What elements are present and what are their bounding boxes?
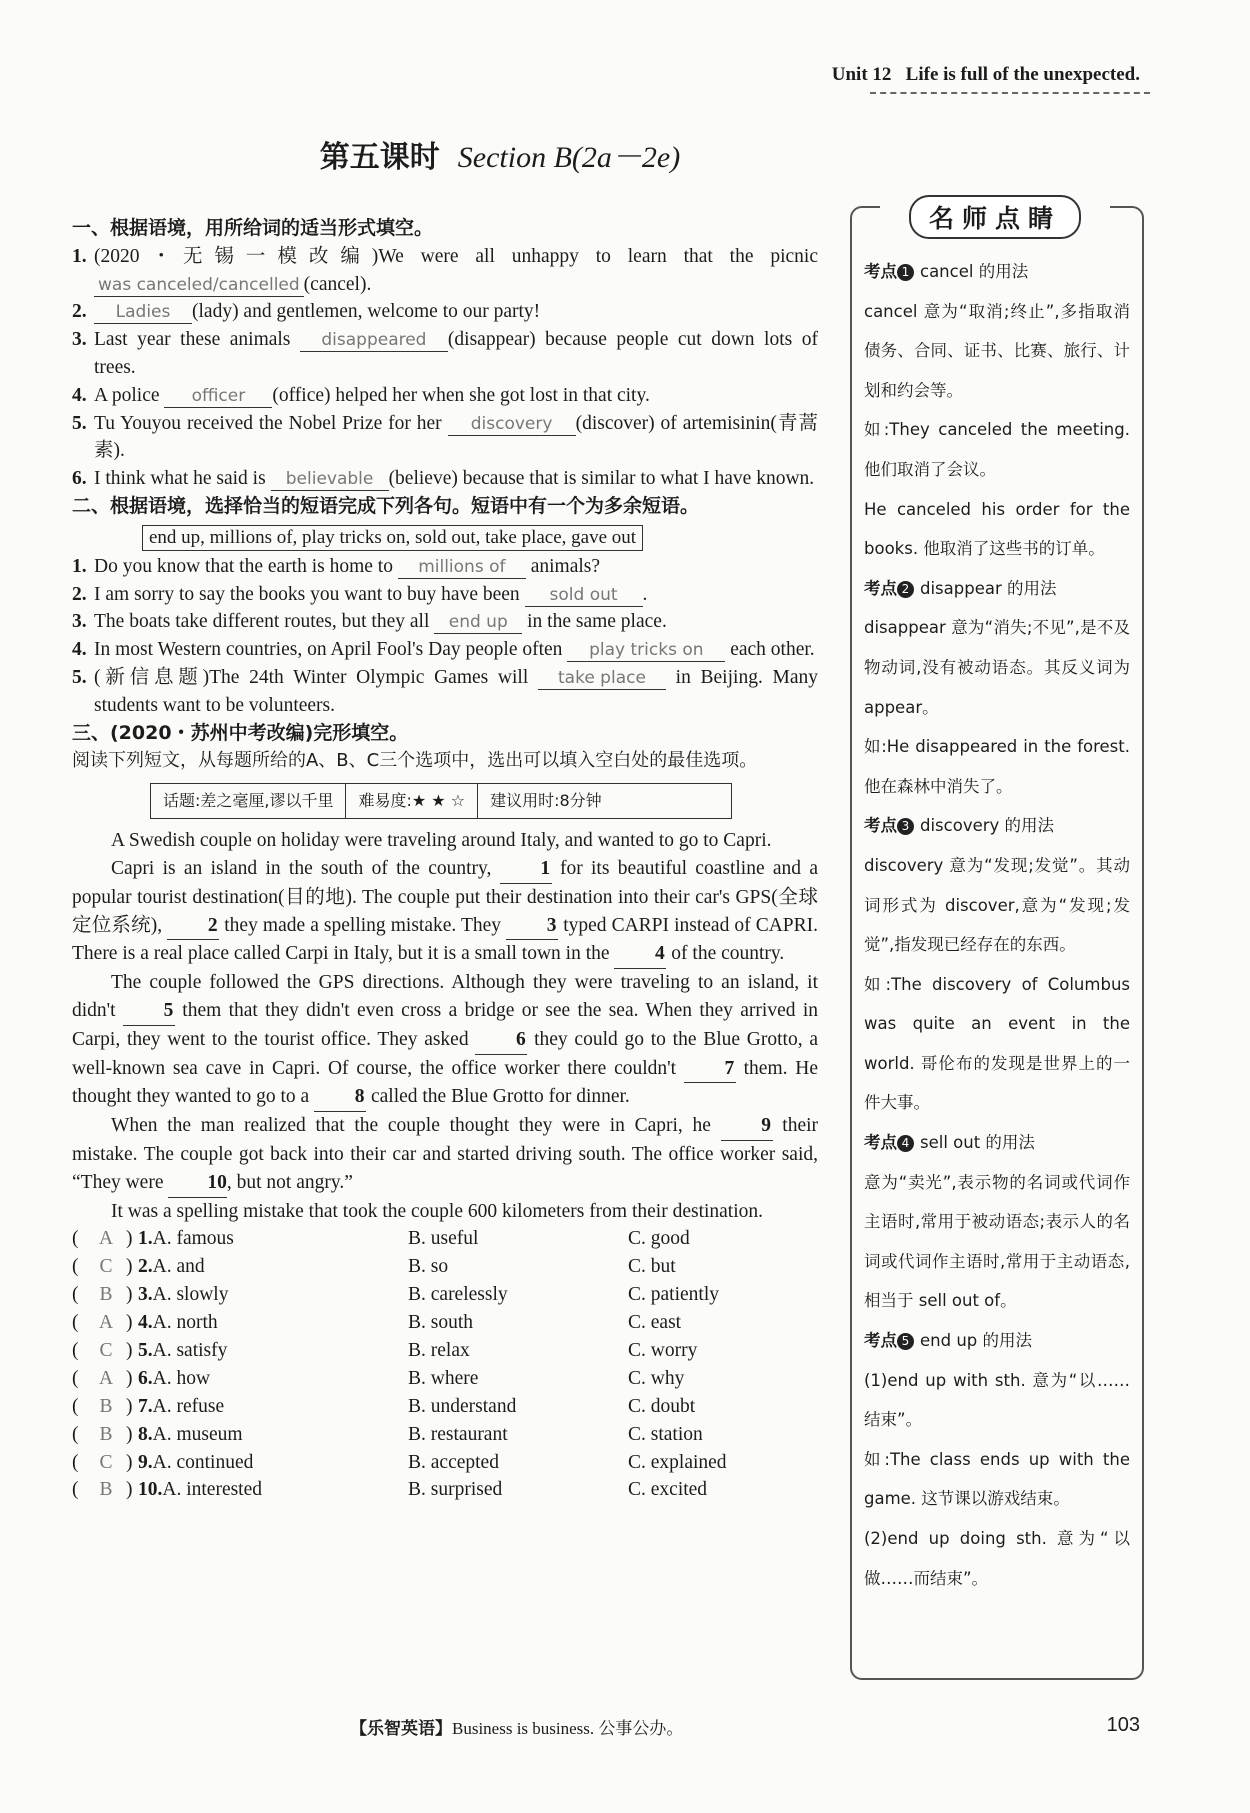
option-number: 7. (138, 1395, 153, 1417)
answer-blank: discovery (448, 413, 576, 436)
lesson-title (0, 132, 1000, 176)
option-number: 1. (138, 1228, 153, 1250)
paren-open: ( (72, 1367, 79, 1389)
paren-close: ) (126, 1256, 133, 1278)
question-item (72, 410, 818, 466)
answer-blank: Ladies (94, 301, 192, 324)
option-c: C. east (628, 1312, 682, 1334)
question-item (72, 636, 818, 664)
question-number: 6. (72, 468, 87, 490)
option-a-text: A. satisfy (152, 1339, 228, 1361)
option-answer: B (99, 1479, 113, 1501)
tip-number: 1 (897, 264, 914, 281)
option-a (138, 1365, 408, 1393)
question-tail: in Beijing. Many students want to be volunteers. (94, 666, 819, 716)
question-stem: Last year these animals (94, 329, 300, 351)
answer-blank: believable (271, 468, 389, 491)
option-number: 9. (138, 1451, 153, 1473)
tip-line: 如:The discovery of Columbus was quite an event in the world. 哥伦布的发现是世界上的一件大事。 (864, 974, 1130, 1113)
answer-blank: take place (538, 667, 666, 690)
question-text (94, 382, 818, 410)
question-number: 2. (72, 301, 87, 323)
option-c: C. excited (628, 1479, 708, 1501)
tip-heading (864, 1123, 1130, 1163)
option-a-text: A. slowly (152, 1284, 229, 1306)
paren-close: ) (126, 1339, 133, 1361)
passage-text: their mistake. The couple got back into their car and started driving south. The office worker said, “They were (72, 1115, 819, 1193)
tips-panel-title: 名师点睛 (909, 195, 1081, 239)
option-a (138, 1253, 408, 1281)
option-c: C. doubt (628, 1395, 696, 1417)
question-tail: animals? (525, 555, 601, 577)
passage-text: It was a spelling mistake that took the couple 600 kilometers from their destination. (111, 1200, 764, 1222)
tip-line: 如:The class ends up with the game. 这节课以游戏结束。 (864, 1449, 1130, 1509)
option-answer: B (99, 1423, 113, 1445)
option-answer: A (98, 1367, 114, 1389)
option-number: 5. (138, 1339, 153, 1361)
lesson-title-en: Section B(2a－2e) (457, 141, 681, 174)
tip-heading (864, 1321, 1130, 1361)
question-number: 4. (72, 384, 87, 406)
unit-label: Unit 12 (831, 64, 892, 85)
option-b: B. so (408, 1256, 449, 1278)
part2-list (72, 553, 818, 720)
option-a-text: A. and (152, 1256, 205, 1278)
tip-line: (1)end up with sth. 意为“以……结束”。 (864, 1370, 1130, 1430)
passage-text: of the country. (666, 943, 785, 965)
option-a-text: A. refuse (152, 1395, 225, 1417)
question-text (94, 326, 818, 382)
tip-topic: disappear 的用法 (920, 578, 1057, 598)
paren-open: ( (72, 1395, 79, 1417)
answer-blank: officer (164, 385, 272, 408)
cloze-blank: 2 (167, 912, 219, 941)
passage-text: they made a spelling mistake. They (219, 914, 507, 936)
option-row (72, 1449, 818, 1477)
option-a-text: A. interested (162, 1479, 263, 1501)
cloze-blank: 4 (614, 940, 666, 969)
option-c: C. station (628, 1423, 703, 1445)
tip-line: 如:They canceled the meeting. 他们取消了会议。 (864, 420, 1130, 479)
paren-open: ( (72, 1339, 79, 1361)
paren-close: ) (126, 1423, 133, 1445)
answer-blank: end up (434, 611, 522, 634)
question-number: 3. (72, 329, 87, 351)
option-row (72, 1281, 818, 1309)
cloze-blank: 3 (506, 912, 558, 941)
answer-blank: millions of (398, 556, 526, 579)
cloze-blank: 1 (500, 855, 552, 884)
option-a (138, 1421, 408, 1449)
paren-close: ) (126, 1395, 133, 1417)
question-item (72, 553, 818, 581)
question-tail: each other. (725, 639, 815, 661)
question-tail: (disappear) because people cut down lots of trees. (94, 329, 818, 378)
phrase-bank: end up, millions of, play tricks on, sold out, take place, gave out (142, 525, 643, 551)
option-a-text: A. how (152, 1367, 211, 1389)
passage-text: for its beautiful coastline and a popular tourist destination(目的地). The couple put their destination into their car's GPS(全球定位系统), (72, 857, 818, 936)
question-tail: (cancel). (303, 273, 372, 295)
info-topic: 话题:差之毫厘,谬以千里 (151, 784, 346, 818)
question-tail: . (642, 583, 648, 605)
page-header (832, 64, 1140, 86)
option-row (72, 1421, 818, 1449)
passage-text: them that they didn't even cross a bridge or see the sea. When they arrived in Carpi, they went to the tourist office. They asked (72, 999, 818, 1050)
cloze-passage (72, 827, 818, 1225)
question-tail: in the same place. (522, 611, 667, 633)
paren-open: ( (72, 1228, 79, 1250)
question-item (72, 608, 818, 636)
option-c: C. good (628, 1228, 690, 1250)
option-number: 4. (138, 1312, 153, 1334)
tip-topic: sell out 的用法 (920, 1133, 1035, 1153)
option-row (72, 1337, 818, 1365)
option-b: B. understand (408, 1395, 517, 1417)
passage-text: , but not angry.” (226, 1171, 353, 1193)
question-text (94, 608, 818, 636)
option-a (138, 1309, 408, 1337)
option-b: B. useful (408, 1228, 479, 1250)
tip-number: 4 (897, 1135, 914, 1152)
exercise-column (72, 215, 818, 1504)
question-text (94, 410, 818, 466)
question-number: 4. (72, 639, 87, 661)
footer-motto: Business is business. 公事公办。 (452, 1719, 684, 1738)
question-tail: (believe) because that is similar to what I have known. (388, 468, 815, 490)
question-stem: I am sorry to say the books you want to buy have been (94, 583, 525, 605)
passage-paragraph (72, 1112, 818, 1197)
question-item (72, 465, 818, 493)
question-text (94, 465, 818, 493)
question-text (94, 636, 818, 664)
question-stem: (新信息题)The 24th Winter Olympic Games will (94, 666, 538, 688)
tip-line: 如:He disappeared in the forest. 他在森林中消失了。 (864, 737, 1130, 796)
option-a (138, 1225, 408, 1253)
question-number: 1. (72, 555, 87, 577)
option-row (72, 1225, 818, 1253)
part3-heading: 三、(2020・苏州中考改编)完形填空。 (72, 721, 409, 744)
passage-text: called the Blue Grotto for dinner. (366, 1086, 630, 1108)
paren-open: ( (72, 1479, 79, 1501)
passage-paragraph (72, 969, 818, 1112)
info-difficulty: 难易度:★ ★ ☆ (346, 784, 478, 818)
tip-heading (864, 806, 1130, 846)
tip-number: 5 (897, 1333, 914, 1350)
question-tail: (lady) and gentlemen, welcome to our party! (192, 301, 541, 323)
cloze-blank: 9 (721, 1112, 773, 1141)
tip-heading (864, 569, 1130, 609)
passage-text: typed CARPI instead of CAPRI. There is a real place called Carpi in Italy, but it is a small town in the (72, 914, 818, 965)
tip-line: disappear 意为“消失;不见”,是不及物动词,没有被动语态。其反义词为 appear。 (864, 618, 1130, 717)
info-time: 建议用时:8分钟 (490, 791, 602, 811)
option-number: 10. (138, 1479, 163, 1501)
question-number: 5. (72, 666, 87, 688)
option-b: B. restaurant (408, 1423, 508, 1445)
paren-close: ) (126, 1451, 133, 1473)
tip-line: He canceled his order for the books. 他取消了这些书的订单。 (864, 499, 1130, 559)
tip-line: cancel 意为“取消;终止”,多指取消债务、合同、证书、比赛、旅行、计划和约会等。 (864, 301, 1130, 400)
question-item (72, 298, 818, 326)
option-row (72, 1393, 818, 1421)
tip-line: 意为“卖光”,表示物的名词或代词作主语时,常用于被动语态;表示人的名词或代词作主语时,常用于主动语态,相当于 sell out of。 (864, 1172, 1130, 1311)
tip-number: 2 (897, 581, 914, 598)
option-a (138, 1476, 408, 1504)
question-stem: Do you know that the earth is home to (94, 555, 398, 577)
option-answer: B (99, 1284, 113, 1306)
tips-panel-head (880, 195, 1110, 239)
tip-line: (2)end up doing sth. 意为“以做……而结束”。 (864, 1529, 1130, 1588)
tip-heading (864, 252, 1130, 292)
paren-open: ( (72, 1256, 79, 1278)
cloze-blank: 8 (314, 1083, 366, 1112)
answer-blank: sold out (525, 584, 643, 607)
paren-close: ) (126, 1228, 133, 1250)
question-stem: Tu Youyou received the Nobel Prize for her (94, 412, 448, 434)
question-tail: (discover) of artemisinin(青蒿素). (94, 412, 818, 462)
paren-close: ) (126, 1479, 133, 1501)
passage-text: When the man realized that the couple thought they were in Capri, he (111, 1115, 721, 1137)
option-answer: B (99, 1395, 113, 1417)
option-a-text: A. continued (152, 1451, 254, 1473)
paren-close: ) (126, 1312, 133, 1334)
cloze-blank: 7 (684, 1055, 736, 1084)
option-b: B. relax (408, 1339, 470, 1361)
option-answer: A (98, 1312, 114, 1334)
question-stem: In most Western countries, on April Fool's Day people often (94, 639, 568, 661)
passage-text: Capri is an island in the south of the country, (111, 857, 500, 879)
paren-open: ( (72, 1451, 79, 1473)
tip-label: 考点 (864, 262, 897, 281)
footer (350, 1714, 683, 1739)
tip-label: 考点 (864, 816, 897, 836)
tip-label: 考点 (864, 1331, 897, 1351)
option-answer: A (98, 1228, 114, 1250)
question-text (94, 581, 818, 609)
option-b: B. where (408, 1367, 479, 1389)
unit-title: Life is full of the unexpected. (905, 64, 1140, 85)
page-number: 103 (1106, 1714, 1140, 1736)
option-answer: C (99, 1451, 113, 1473)
question-tail: (office) helped her when she got lost in that city. (272, 384, 650, 406)
question-text (94, 298, 818, 326)
question-item (72, 243, 818, 299)
cloze-blank: 10 (168, 1169, 227, 1198)
part2-heading: 二、根据语境，选择恰当的短语完成下列各句。短语中有一个为多余短语。 (72, 494, 700, 517)
part1-heading: 一、根据语境，用所给词的适当形式填空。 (72, 217, 434, 239)
cloze-blank: 5 (123, 997, 175, 1026)
question-number: 2. (72, 583, 87, 605)
option-answer: C (99, 1339, 113, 1361)
option-c: C. worry (628, 1339, 698, 1361)
tip-topic: end up 的用法 (920, 1331, 1033, 1351)
option-a (138, 1281, 408, 1309)
passage-paragraph (72, 827, 818, 855)
part3-instruction: 阅读下列短文，从每题所给的A、B、C三个选项中，选出可以填入空白处的最佳选项。 (72, 750, 758, 772)
question-stem: A police (94, 384, 165, 406)
tip-topic: cancel 的用法 (920, 262, 1029, 281)
question-stem: I think what he said is (94, 468, 271, 490)
option-c: C. but (628, 1256, 676, 1278)
tip-number: 3 (897, 818, 914, 835)
question-number: 5. (72, 412, 87, 434)
tips-panel-body (864, 252, 1130, 1598)
option-a-text: A. north (152, 1312, 218, 1334)
answer-blank: play tricks on (567, 639, 725, 662)
passage-text: The couple followed the GPS directions. Although they were traveling to an island, it didn't (72, 972, 818, 1021)
question-item (72, 382, 818, 410)
question-text (94, 553, 818, 581)
question-text (94, 664, 818, 720)
option-a-text: A. famous (152, 1228, 234, 1250)
option-b: B. accepted (408, 1451, 499, 1473)
cloze-blank: 6 (475, 1026, 527, 1055)
tip-topic: discovery 的用法 (920, 816, 1055, 836)
footer-brand: 【乐智英语】 (350, 1719, 452, 1739)
question-number: 3. (72, 611, 87, 633)
option-b: B. carelessly (408, 1284, 508, 1306)
option-a (138, 1337, 408, 1365)
option-answer: C (99, 1256, 113, 1278)
passage-paragraph (72, 855, 818, 969)
option-a-text: A. museum (152, 1423, 243, 1445)
option-row (72, 1253, 818, 1281)
paren-close: ) (126, 1367, 133, 1389)
paren-open: ( (72, 1423, 79, 1445)
option-row (72, 1309, 818, 1337)
tip-line: discovery 意为“发现;发觉”。其动词形式为 discover,意为“发现;发觉”,指发现已经存在的东西。 (864, 855, 1130, 955)
option-number: 8. (138, 1423, 153, 1445)
answer-blank: was canceled/cancelled (94, 274, 304, 297)
passage-text: they could go to the Blue Grotto, a well-known sea cave in Capri. Of course, the office worker there couldn't (72, 1028, 818, 1079)
question-item (72, 326, 818, 382)
passage-text: them. He thought they wanted to go to a (72, 1057, 819, 1108)
option-b: B. south (408, 1312, 474, 1334)
question-stem: The boats take different routes, but they all (94, 611, 435, 633)
info-bar (150, 783, 732, 819)
option-row (72, 1365, 818, 1393)
option-b: B. surprised (408, 1479, 503, 1501)
passage-paragraph (72, 1198, 818, 1226)
paren-open: ( (72, 1284, 79, 1306)
tip-label: 考点 (864, 1133, 897, 1153)
paren-close: ) (126, 1284, 133, 1306)
option-number: 3. (138, 1284, 153, 1306)
paren-open: ( (72, 1312, 79, 1334)
lesson-title-zh: 第五课时 (319, 141, 440, 174)
question-text (94, 243, 818, 299)
part1-list (72, 243, 818, 493)
question-item (72, 664, 818, 720)
question-number: 1. (72, 245, 87, 267)
question-stem: (2020・无锡一模改编)We were all unhappy to learn that the picnic (94, 245, 818, 267)
option-number: 2. (138, 1256, 153, 1278)
option-a (138, 1449, 408, 1477)
answer-options (72, 1225, 818, 1504)
answer-blank: disappeared (300, 329, 448, 352)
header-divider (870, 92, 1150, 94)
passage-text: A Swedish couple on holiday were traveling around Italy, and wanted to go to Capri. (111, 830, 772, 852)
tip-label: 考点 (864, 578, 897, 598)
option-number: 6. (138, 1367, 153, 1389)
option-row (72, 1476, 818, 1504)
question-item (72, 581, 818, 609)
option-c: C. explained (628, 1451, 727, 1473)
option-c: C. why (628, 1367, 685, 1389)
option-c: C. patiently (628, 1284, 719, 1306)
option-a (138, 1393, 408, 1421)
